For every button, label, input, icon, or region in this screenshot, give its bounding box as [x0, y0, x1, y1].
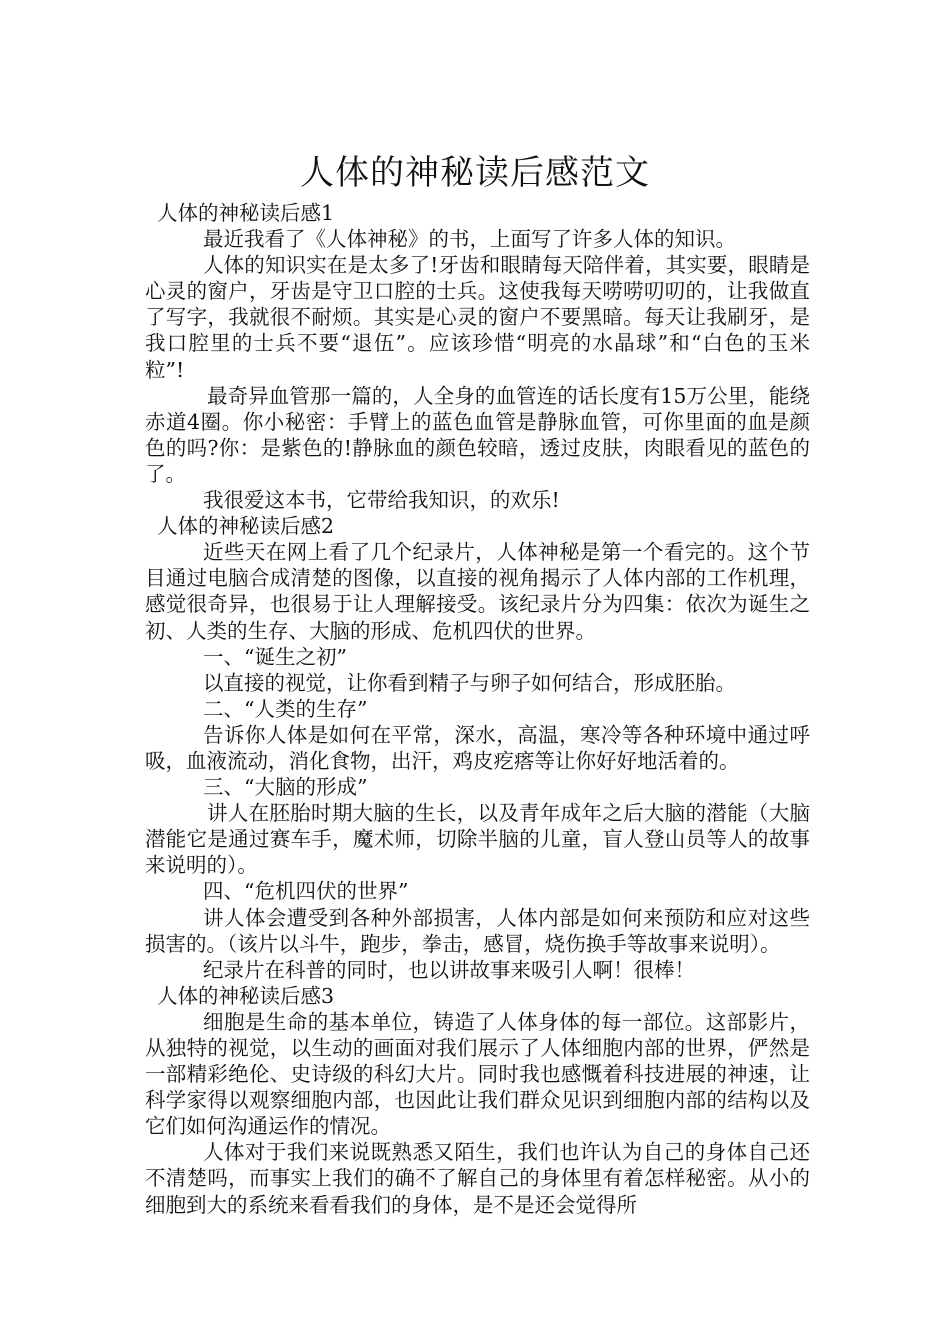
paragraph: 告诉你人体是如何在平常，深水，高温，寒冷等各种环境中通过呼吸，血液流动，消化食物，出汗，鸡皮疙瘩等让你好好地活着的。	[145, 722, 810, 773]
paragraph: 细胞是生命的基本单位，铸造了人体身体的每一部位。这部影片，从独特的视觉，以生动的画面对我们展示了人体细胞内部的世界，俨然是一部精彩绝伦、史诗级的科幻大片。同时我也感慨着科技进展的神速，让科学家得以观察细胞内部，也因此让我们群众见识到细胞内部的结构以及它们如何沟通运作的情况。	[145, 1009, 810, 1139]
paragraph: 人体对于我们来说既熟悉又陌生，我们也许认为自己的身体自己还不清楚吗，而事实上我们的确不了解自己的身体里有着怎样秘密。从小的细胞到大的系统来看看我们的身体，是不是还会觉得所	[145, 1140, 810, 1217]
subheading: 二、“人类的生存”	[203, 696, 368, 721]
paragraph: 纪录片在科普的同时，也以讲故事来吸引人啊！很棒！	[203, 957, 695, 982]
document-title: 人体的神秘读后感范文	[300, 152, 650, 193]
paragraph: 最近我看了《人体神秘》的书，上面写了许多人体的知识。	[203, 227, 736, 252]
subheading: 三、“大脑的形成”	[203, 775, 368, 800]
paragraph: 近些天在网上看了几个纪录片，人体神秘是第一个看完的。这个节目通过电脑合成清楚的图像，以直接的视角揭示了人体内部的工作机理，感觉很奇异，也很易于让人理解接受。该纪录片分为四集：依次为诞生之初、人类的生存、大脑的形成、危机四伏的世界。	[145, 540, 810, 643]
subheading: 一、“诞生之初”	[203, 644, 347, 669]
subheading: 四、“危机四伏的世界”	[203, 879, 409, 904]
paragraph: 讲人在胚胎时期大脑的生长，以及青年成年之后大脑的潜能（大脑潜能它是通过赛车手，魔术师，切除半脑的儿童，盲人登山员等人的故事来说明的）。	[145, 801, 810, 878]
section-heading-1: 人体的神秘读后感1	[157, 201, 335, 225]
section-heading-2: 人体的神秘读后感2	[157, 514, 335, 539]
paragraph: 以直接的视觉，让你看到精子与卵子如何结合，形成胚胎。	[203, 670, 736, 695]
paragraph: 人体的知识实在是太多了!牙齿和眼睛每天陪伴着，其实要，眼睛是心灵的窗户，牙齿是守卫口腔的士兵。这使我每天唠唠叨叨的，让我做直了写字，我就很不耐烦。其实是心灵的窗户不要黑暗。每天让我刷牙，是我口腔里的士兵不要“退伍”。应该珍惜“明亮的水晶球”和“白色的玉米粒”!	[145, 253, 810, 382]
paragraph: 最奇异血管那一篇的，人全身的血管连的话长度有15万公里，能绕赤道4圈。你小秘密：手臂上的蓝色血管是静脉血管，可你里面的血是颜色的吗?你：是紫色的!静脉血的颜色较暗，透过皮肤，肉眼看见的蓝色的了。	[145, 383, 810, 486]
paragraph: 讲人体会遭受到各种外部损害，人体内部是如何来预防和应对这些损害的。（该片以斗牛，跑步，拳击，感冒，烧伤换手等故事来说明）。	[145, 905, 810, 956]
paragraph: 我很爱这本书，它带给我知识，的欢乐!	[203, 488, 560, 513]
section-heading-3: 人体的神秘读后感3	[157, 983, 335, 1008]
document-body	[145, 200, 810, 1218]
